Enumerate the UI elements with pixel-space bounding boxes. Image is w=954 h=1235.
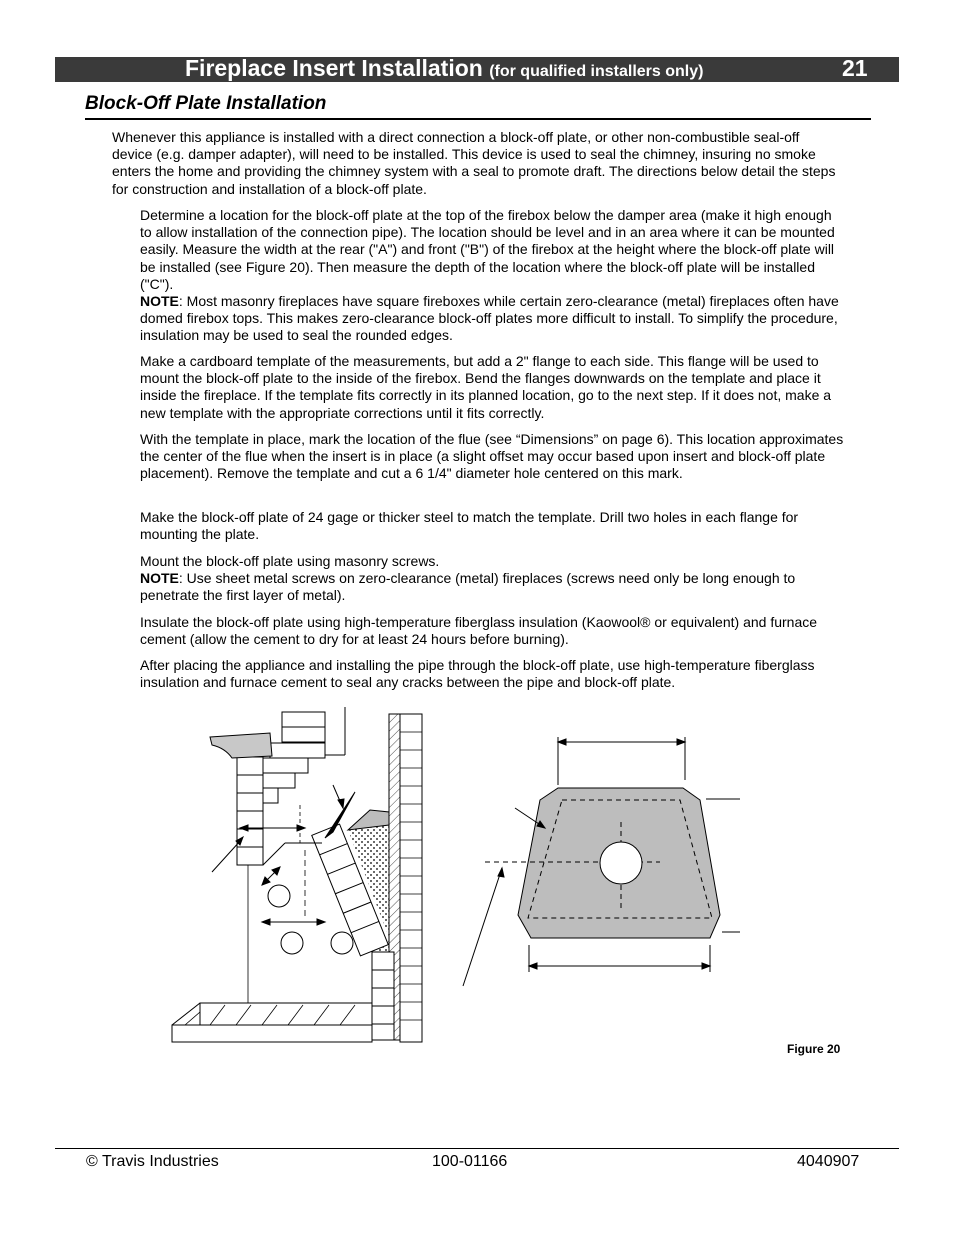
step-5-text: Mount the block-off plate using masonry screws. — [140, 553, 440, 569]
step-4: Make the block-off plate of 24 gage or thicker steel to match the template. Drill two holes in each flange for mounting the plate. — [140, 509, 799, 543]
step-6: Insulate the block-off plate using high-temperature fiberglass insulation (Kaowool® or equivalent) and furnace cement (allow the cement to dry for at least 24 hours before burning). — [140, 614, 818, 648]
step-5-note: : Use sheet metal screws on zero-clearance (metal) fireplaces (screws need only be long enough to penetrate the first layer of metal). — [140, 570, 796, 604]
step-1-text: Determine a location for the block-off plate at the top of the firebox below the damper area (make it high enough to allow installation of the connection pipe). The location should be level and in an area where it can be mounted easily. Measure the width at the rear ("A") and front ("B") of the firebox at the height where the block-off plate will be installed (see Figure 20). Then measure the depth of the location where the block-off plate will be installed ("C"). — [140, 207, 835, 292]
footer-doc-number: 100-01166 — [432, 1153, 508, 1170]
section-title: Block-Off Plate Installation — [85, 93, 327, 114]
flue-hole — [600, 842, 642, 884]
footer-copyright: © Travis Industries — [86, 1153, 219, 1170]
step-7: After placing the appliance and installing the pipe through the block-off plate, use high-temperature fiberglass insulation and furnace cement to seal any cracks between the pipe and block-off plate. — [140, 657, 815, 691]
page-title-text: Fireplace Insert Installation — [185, 55, 483, 81]
step-3: With the template in place, mark the location of the flue (see “Dimensions” on page 6). This location approximates the center of the flue when the insert is in place (a slight offset may occur based upon insert and block-off plate placement). Remove the template and cut a 6 1/4" diameter hole centered on this mark. — [140, 431, 844, 482]
page-subtitle: (for qualified installers only) — [489, 63, 704, 80]
figure-caption: Figure 20 — [787, 1042, 841, 1056]
step-1-note-label: NOTE — [140, 293, 179, 310]
step-5-note-label: NOTE — [140, 570, 179, 587]
footer-rule — [55, 1148, 899, 1149]
step-1-note: : Most masonry fireplaces have square fireboxes while certain zero-clearance (metal) fireplaces often have domed firebox tops. This makes zero-clearance block-off plates more difficult to install. To simplify the procedure, insulation may be used to seal the rounded edges. — [140, 293, 839, 344]
page-number: 21 — [842, 55, 868, 81]
section-rule — [85, 118, 871, 120]
figure-20-diagram — [160, 700, 740, 1050]
intro-paragraph: Whenever this appliance is installed with a direct connection a block-off plate, or other non-combustible seal-off device (e.g. damper adapter), will need to be installed. This device is used to seal the chimney, insuring no smoke enters the home and providing the chimney system with a seal to promote draft. The directions below detail the steps for construction and installation of a block-off plate. — [112, 129, 836, 197]
step-1 — [140, 207, 846, 345]
step-5 — [140, 553, 846, 605]
page-title — [185, 55, 703, 82]
fireplace-cross-section — [172, 707, 422, 1042]
block-off-plate-top-view — [463, 737, 740, 986]
step-2: Make a cardboard template of the measurements, but add a 2" flange to each side. This flange will be used to mount the block-off plate to the inside of the firebox. Bend the flanges downwards on the template and place it inside the fireplace. If the template fits correctly in its planned location, go to the next step. If it does not, make a new template with the appropriate corrections until it fits correctly. — [140, 353, 832, 421]
footer-revision: 4040907 — [797, 1153, 860, 1170]
